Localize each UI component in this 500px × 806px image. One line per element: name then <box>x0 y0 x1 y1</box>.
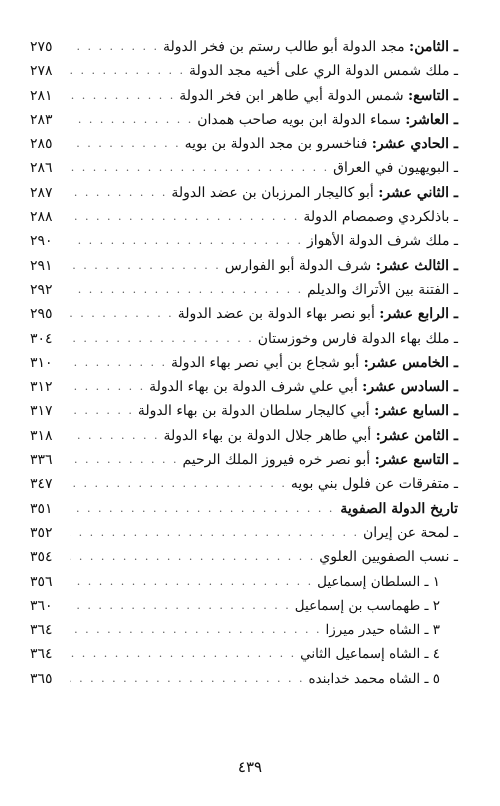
entry-label: ـ الثامن: <box>409 39 458 55</box>
entry-title <box>303 205 458 229</box>
entry-page-number: ٢٩٥ <box>30 306 53 323</box>
entry-title <box>185 132 458 156</box>
entry-label: ـ التاسع: <box>408 87 458 104</box>
dot-leader <box>70 448 178 472</box>
entry-page-number: ٣٤٧ <box>30 476 53 493</box>
entry-title <box>291 472 458 496</box>
toc-entry <box>30 351 458 375</box>
entry-page-number: ٣١٢ <box>30 379 53 396</box>
dot-leader <box>70 618 321 642</box>
toc-entry <box>30 205 458 229</box>
entry-page-number: ٣١٨ <box>30 427 53 444</box>
entry-text: شرف الدولة أبو الفوارس <box>224 257 372 274</box>
entry-label: ـ الرابع عشر: <box>379 306 458 323</box>
entry-page-number: ٢٨٦ <box>30 160 53 177</box>
entry-text: ـ ملك شرف الدولة الأهواز <box>307 233 458 250</box>
dot-leader <box>70 399 134 423</box>
entry-label: ـ الثاني عشر: <box>378 184 458 201</box>
entry-page-number: ٢٧٥ <box>30 39 53 55</box>
entry-title <box>163 35 458 59</box>
entry-title <box>197 108 458 132</box>
toc-entry <box>30 132 458 156</box>
toc-entry <box>30 108 458 132</box>
entry-text: أبو نصر خره فيروز الملك الرحيم <box>182 452 371 469</box>
toc-entry <box>30 181 458 205</box>
toc-subentry <box>30 642 458 666</box>
dot-leader <box>70 132 181 156</box>
entry-page-number: ٣٥٦ <box>30 573 53 590</box>
dot-leader <box>70 497 334 521</box>
entry-label: ـ السابع عشر: <box>374 403 458 420</box>
entry-text: أبي طاهر جلال الدولة بن بهاء الدولة <box>163 427 372 444</box>
dot-leader <box>70 108 193 132</box>
dot-leader <box>70 570 313 594</box>
entry-page-number: ٣٦٥ <box>30 670 53 687</box>
toc-subentry <box>30 667 458 691</box>
entry-title <box>307 229 458 253</box>
entry-title <box>333 156 458 180</box>
toc-entry <box>30 545 458 569</box>
entry-title <box>163 424 458 448</box>
dot-leader <box>70 229 303 253</box>
entry-label: ـ الحادي عشر: <box>371 136 458 153</box>
entry-text: ـ البويهيون في العراق <box>333 160 458 177</box>
dot-leader <box>70 59 185 83</box>
entry-label: ـ الخامس عشر: <box>363 354 458 371</box>
entry-text: ـ ملك شمس الدولة الري على أخيه مجد الدولة <box>188 63 458 80</box>
entry-page-number: ٢٨٣ <box>30 111 53 128</box>
entry-text: ـ متفرقات عن فلول بني بويه <box>290 476 458 493</box>
toc-entry <box>30 327 458 351</box>
entry-title: ٢ ـ طهماسب بن إسماعيل <box>294 597 440 614</box>
entry-text: مجد الدولة أبو طالب رستم بن فخر الدولة <box>163 39 405 55</box>
entry-title: ٣ ـ الشاه حيدر ميرزا <box>325 622 440 639</box>
entry-title <box>149 375 458 399</box>
entry-text: أبي علي شرف الدولة بن بهاء الدولة <box>149 379 358 396</box>
entry-page-number: ٢٨١ <box>30 87 53 104</box>
entry-page-number: ٣٦٤ <box>30 646 53 663</box>
toc-entry <box>30 375 458 399</box>
toc-entry <box>30 59 458 83</box>
toc-entry <box>30 229 458 253</box>
entry-page-number: ٢٩٠ <box>30 233 53 250</box>
toc-entry <box>30 521 458 545</box>
dot-leader <box>70 594 291 618</box>
entry-title <box>171 181 458 205</box>
entry-text: ـ ملك بهاء الدولة فارس وخوزستان <box>257 330 458 347</box>
toc-entry <box>30 424 458 448</box>
dot-leader <box>70 642 296 666</box>
toc-subentry <box>30 570 458 594</box>
entry-title <box>225 254 458 278</box>
entry-page-number: ٣٠٤ <box>30 330 53 347</box>
dot-leader <box>70 351 167 375</box>
entry-label: ـ السادس عشر: <box>362 379 458 396</box>
entry-page-number: ٣١٧ <box>30 403 53 420</box>
dot-leader <box>70 278 303 302</box>
toc-entry <box>30 302 458 326</box>
entry-title <box>138 399 458 423</box>
dot-leader <box>70 35 159 59</box>
dot-leader <box>70 424 159 448</box>
dot-leader <box>70 327 254 351</box>
dot-leader <box>70 667 305 691</box>
entry-label: ـ التاسع عشر: <box>374 452 458 469</box>
dot-leader <box>70 181 167 205</box>
entry-page-number: ٢٨٥ <box>30 136 53 153</box>
toc-entry <box>30 472 458 496</box>
entry-title: ـ لمحة عن إيران <box>362 524 458 541</box>
entry-text: سماء الدولة ابن بويه صاحب همدان <box>197 111 401 128</box>
entry-title <box>307 278 458 302</box>
dot-leader <box>70 302 174 326</box>
entry-page-number: ٣٣٦ <box>30 452 53 469</box>
toc-subentry <box>30 618 458 642</box>
dot-leader <box>70 545 315 569</box>
entry-label: ـ العاشر: <box>405 111 458 128</box>
entry-page-number: ٣٥١ <box>30 500 53 517</box>
entry-title: ـ نسب الصفويين العلوي <box>319 549 458 566</box>
entry-title: ٥ ـ الشاه محمد خدابنده <box>308 670 440 687</box>
entry-title <box>182 448 458 472</box>
toc-entry <box>30 399 458 423</box>
toc-entry <box>30 278 458 302</box>
entry-text: شمس الدولة أبي طاهر ابن فخر الدولة <box>179 87 404 104</box>
entry-page-number: ٣٦٤ <box>30 622 53 639</box>
toc-subentry <box>30 594 458 618</box>
toc-entry <box>30 448 458 472</box>
entry-page-number: ٣١٠ <box>30 354 53 371</box>
entry-title <box>171 351 458 375</box>
page-number: ٤٣٩ <box>237 758 263 776</box>
entry-text: أبو كاليجار المرزبان بن عضد الدولة <box>171 184 374 201</box>
entry-page-number: ٣٦٠ <box>30 597 53 614</box>
entry-text: أبو شجاع بن أبي نصر بهاء الدولة <box>171 354 360 371</box>
entry-title <box>178 302 458 326</box>
entry-page-number: ٢٧٨ <box>30 63 53 80</box>
entry-text: أبي كاليجار سلطان الدولة بن بهاء الدولة <box>137 403 370 420</box>
dot-leader <box>70 375 145 399</box>
entry-label: ـ الثامن عشر: <box>375 427 458 444</box>
entry-title: ٤ ـ الشاه إسماعيل الثاني <box>300 646 440 663</box>
entry-text: ـ باذلكردي وصمصام الدولة <box>303 209 458 226</box>
entry-page-number: ٢٩١ <box>30 257 53 274</box>
entry-title <box>189 59 458 83</box>
toc-entry <box>30 254 458 278</box>
dot-leader <box>70 472 287 496</box>
entry-text: أبو نصر بهاء الدولة بن عضد الدولة <box>177 306 375 323</box>
toc-entry <box>30 156 458 180</box>
entry-page-number: ٣٥٤ <box>30 549 53 566</box>
entry-label: ـ الثالث عشر: <box>375 257 458 274</box>
entry-title <box>258 327 458 351</box>
entry-page-number: ٢٨٧ <box>30 184 53 201</box>
toc-entry <box>30 35 458 59</box>
entry-text: ـ الفتنة بين الأتراك والديلم <box>307 281 458 298</box>
entry-page-number: ٢٩٢ <box>30 281 53 298</box>
entry-page-number: ٢٨٨ <box>30 209 53 226</box>
entry-text: فناخسرو بن مجد الدولة بن بويه <box>184 136 368 153</box>
entry-title: ١ ـ السلطان إسماعيل <box>317 573 440 590</box>
entry-title <box>179 84 458 108</box>
dot-leader <box>70 156 329 180</box>
toc-entry <box>30 84 458 108</box>
table-of-contents <box>30 35 458 691</box>
dot-leader <box>70 521 359 545</box>
dot-leader <box>70 205 299 229</box>
toc-section-heading <box>30 497 458 521</box>
section-title: تاريخ الدولة الصفوية <box>340 500 458 517</box>
entry-page-number: ٣٥٢ <box>30 524 53 541</box>
dot-leader <box>70 254 221 278</box>
dot-leader <box>70 84 175 108</box>
